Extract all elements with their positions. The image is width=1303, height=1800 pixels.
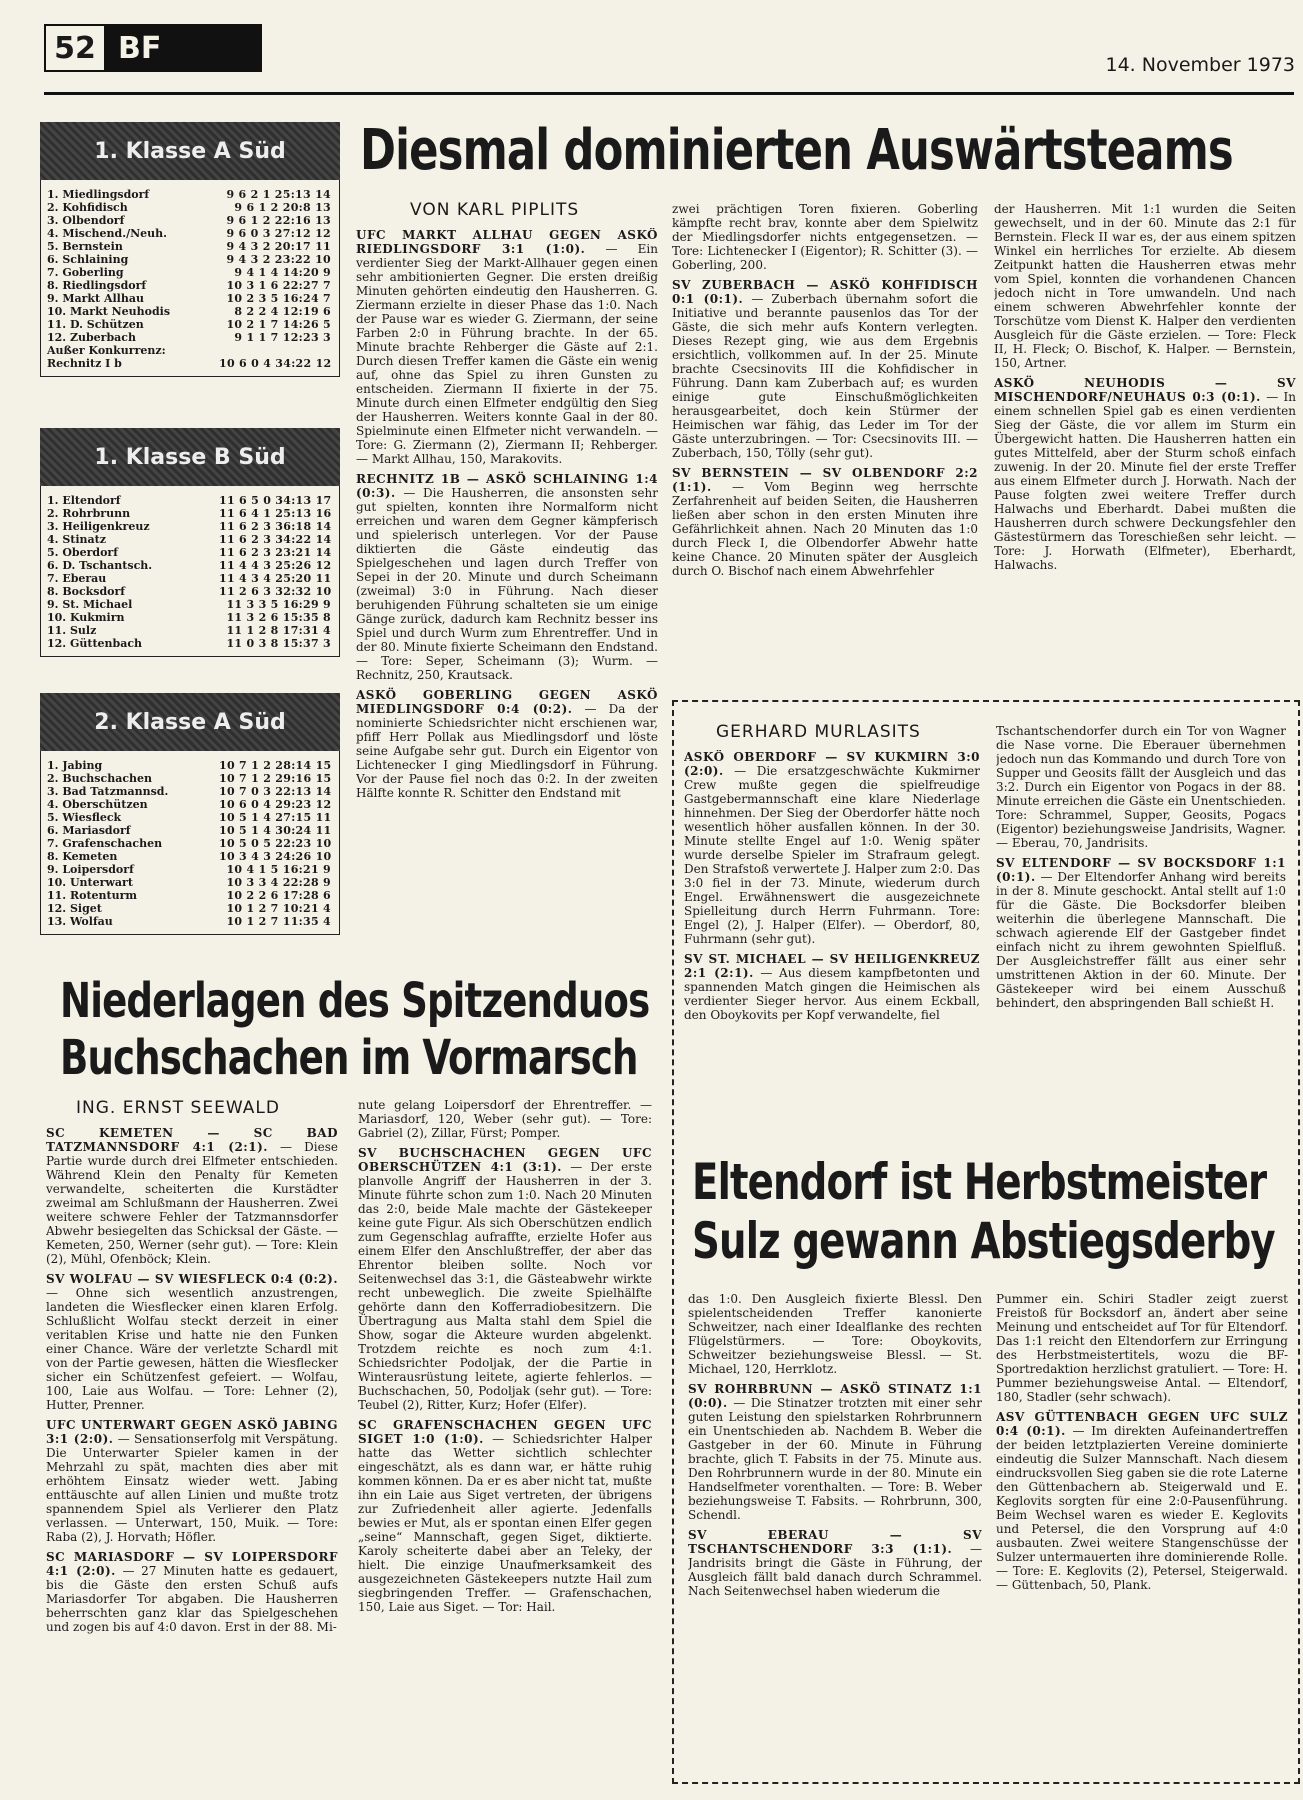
team-name: 3. Heiligenkreuz	[47, 520, 150, 533]
article-paragraph: Pummer ein. Schiri Stadler zeigt zuerst Freistoß für Bocksdorf an, ändert aber seine Meinung und entscheidet auf Tor für Eltendorf. Das 1:1 reicht den Eltendorfern zur Erringung des Herbstmeistertitels, wozu die BF-Sportredaktion herzlichst gratuliert. — Tore: H. Pummer beziehungsweise Antal. — Eltendorf, 180, Stadler (sehr schwach).	[996, 1292, 1288, 1404]
team-stats: 11 2 6 3 32:32 10	[219, 585, 332, 598]
table-row	[41, 279, 339, 292]
team-name: 9. St. Michael	[47, 598, 133, 611]
table-row	[41, 759, 339, 772]
article-paragraph: UFC MARKT ALLHAU GEGEN ASKÖ RIEDLINGSDORF 3:1 (1:0). — Ein verdienter Sieg der Markt-Allhauer gegen einen sehr ambitionierten Gegner. Die ersten dreißig Minuten gehörten eindeutig den Hausherren. G. Ziermann erzielte in dieser Phase das 1:0. Nach der Pause war es wieder G. Ziermann, der seine Farben 2:0 in Führung brachte. In der 65. Minute brachte Rehberger die Gäste auf 2:1. Durch diesen Treffer kamen die Gäste ein wenig auf, ohne das Spiel zu ihren Gunsten zu entscheiden. Ziermann II fixierte in der 75. Minute durch einen Elfmeter endgültig den Sieg der Hausherren. Weiters konnte Gaal in der 80. Spielminute einen Elfmeter nicht verwandeln. — Tore: G. Ziermann (2), Ziermann II; Rehberger. — Markt Allhau, 150, Marakovits.	[356, 228, 658, 466]
team-name: 6. Schlaining	[47, 253, 129, 266]
standings-table-2	[40, 428, 340, 657]
table-row	[41, 331, 339, 344]
table-row	[41, 227, 339, 240]
team-name: 9. Loipersdorf	[47, 863, 134, 876]
team-stats: 9 6 1 2 20:8 13	[234, 201, 331, 214]
article-paragraph: UFC UNTERWART GEGEN ASKÖ JABING 3:1 (2:0). — Sensationserfolg mit Verspätung. Die Unterwarter Spieler kamen in der Mehrzahl zu spät, machten dies aber mit erhöhtem Einsatz wieder wett. Jabing enttäuschte auf allen Linien und mußte trotz spannendem Spiel als Verlierer den Platz verlassen. — Unterwart, 150, Muik. — Tore: Raba (2), J. Horvath; Höfler.	[46, 1418, 338, 1544]
table-row	[41, 266, 339, 279]
article-paragraph: SC MARIASDORF — SV LOIPERSDORF 4:1 (2:0). — 27 Minuten hatte es gedauert, bis die Gäste den ersten Schuß aufs Mariasdorfer Tor abgaben. Die Hausherren beherrschten ganz klar das Spielgeschehen und zogen bis auf 4:0 davon. Erst in der 88. Mi-	[46, 1550, 338, 1634]
table-row	[41, 507, 339, 520]
headline-eltendorf: Eltendorf ist Herbstmeister	[692, 1153, 1267, 1211]
article-paragraph: SV ELTENDORF — SV BOCKSDORF 1:1 (0:1). — Der Eltendorfer Anhang wird bereits in der 8. Minute geschockt. Antal stellt auf 1:0 für die Gäste. Die Bocksdorfer bleiben weiterhin die überlegene Mannschaft. Die schwach agierende Elf der Gastgeber findet einfach nicht zu ihrem gewohnten Spielfluß. Der Ausgleichstreffer fällt aus einer sehr umstrittenen Aktion in der 60. Minute. Der Gästekeeper wird bei einem Ausschuß behindert, den abspringenden Ball schießt H.	[996, 856, 1286, 1010]
article-column	[46, 1126, 338, 1776]
team-stats	[219, 344, 339, 357]
table-row	[41, 837, 339, 850]
team-name: 1. Miedlingsdorf	[47, 188, 150, 201]
table-row	[41, 357, 339, 370]
team-name: 8. Riedlingsdorf	[47, 279, 147, 292]
article-paragraph: zwei prächtigen Toren fixieren. Goberling kämpfte recht brav, konnte aber dem Spielwitz der Miedlingsdorfer nichts entgegensetzen. — Tore: Lichtenecker I (Eigentor); R. Schitter (3). — Goberling, 200.	[672, 202, 978, 272]
article-paragraph: SV WOLFAU — SV WIESFLECK 0:4 (0:2). — Ohne sich wesentlich anzustrengen, landeten die Wiesflecker einen klaren Erfolg. Schlußlicht Wolfau steckt derzeit in einer veritablen Krise und hatte nie den Funken einer Chance. Wäre der verletzte Schardl mit von der Partie gewesen, hätten die Wiesflecker sicher ein Schützenfest gefeiert. — Wolfau, 100, Laie aus Wolfau. — Tore: Lehner (2), Hutter, Prenner.	[46, 1272, 338, 1412]
team-stats: 9 4 3 2 23:22 10	[226, 253, 331, 266]
article-column	[994, 202, 1296, 670]
article-column	[996, 1292, 1288, 1768]
article-paragraph: das 1:0. Den Ausgleich fixierte Blessl. Den spielentscheidenden Treffer kanonierte Schweitzer, nach einer Idealflanke des rechten Flügelstürmers. — Tore: Oboykovits, Schweitzer beziehungsweise Blessl. — St. Michael, 120, Herrklotz.	[688, 1292, 982, 1376]
team-name: 12. Zuberbach	[47, 331, 136, 344]
team-stats: 10 7 1 2 28:14 15	[219, 759, 332, 772]
table-row	[41, 572, 339, 585]
team-stats: 10 2 3 5 16:24 7	[226, 292, 331, 305]
table-row	[41, 546, 339, 559]
team-stats: 11 6 2 3 34:22 14	[219, 533, 332, 546]
team-stats: 10 6 0 4 34:22 12	[219, 357, 332, 370]
team-stats: 11 3 2 6 15:35 8	[226, 611, 331, 624]
team-stats: 10 3 1 6 22:27 7	[226, 279, 331, 292]
table-body	[40, 180, 340, 377]
article-paragraph: ASKÖ GOBERLING GEGEN ASKÖ MIEDLINGSDORF 0:4 (0:2). — Da der nominierte Schiedsrichter nicht erschienen war, pfiff Herr Pollak aus Miedlingsdorf und löste seine Aufgabe sehr gut. Durch ein Eigentor von Lichtenecker I ging Miedlingsdorf in Führung. Vor der Pause fiel noch das 0:2. In der zweiten Hälfte konnte R. Schitter den Endstand mit	[356, 688, 658, 800]
team-name: 7. Eberau	[47, 572, 107, 585]
team-stats: 11 6 5 0 34:13 17	[219, 494, 332, 507]
team-name: 2. Buchschachen	[47, 772, 153, 785]
byline-piplits: VON KARL PIPLITS	[410, 200, 580, 220]
table-row	[41, 863, 339, 876]
table-row	[41, 611, 339, 624]
team-stats: 9 4 3 2 20:17 11	[226, 240, 331, 253]
team-name: 2. Rohrbrunn	[47, 507, 131, 520]
table-row	[41, 214, 339, 227]
team-stats: 11 3 3 5 16:29 9	[226, 598, 331, 611]
article-paragraph: RECHNITZ 1B — ASKÖ SCHLAINING 1:4 (0:3). — Die Hausherren, die ansonsten sehr gut spielten, konnten ihre Normalform nicht erreichen und waren dem Gegner kämpferisch und spielerisch unterlegen. Vor der Pause diktierten die Gäste eindeutig das Spielgeschehen und lagen durch Treffer von Sepei in der 20. Minute und durch Scheimann (zweimal) 3:0 in Führung. Nach dieser beruhigenden Führung schalteten sie um einige Gänge zurück, dadurch kam Rechnitz besser ins Spiel und durch Wurm zum Ehrentreffer. Und in der 80. Minute fixierte Scheimann den Endstand. — Tore: Seper, Scheimann (3); Wurm. — Rechnitz, 250, Krautsack.	[356, 472, 658, 682]
team-name: 4. Mischend./Neuh.	[47, 227, 167, 240]
headline-sulz: Sulz gewann Abstiegsderby	[692, 1212, 1275, 1270]
team-name: 12. Güttenbach	[47, 637, 143, 650]
standings-table-1	[40, 122, 340, 377]
team-stats: 9 6 1 2 22:16 13	[226, 214, 331, 227]
table-row	[41, 637, 339, 650]
table-row	[41, 902, 339, 915]
team-stats: 9 4 1 4 14:20 9	[234, 266, 331, 279]
team-stats: 10 5 1 4 27:15 11	[219, 811, 332, 824]
team-stats: 11 6 2 3 23:21 14	[219, 546, 332, 559]
team-name: 3. Olbendorf	[47, 214, 125, 227]
team-name: Rechnitz I b	[47, 357, 122, 370]
page-number: 52	[44, 24, 106, 72]
team-stats: 8 2 2 4 12:19 6	[234, 305, 331, 318]
team-name: 6. Mariasdorf	[47, 824, 131, 837]
table-row	[41, 533, 339, 546]
table-row	[41, 292, 339, 305]
team-name: 11. Sulz	[47, 624, 97, 637]
table-row	[41, 188, 339, 201]
team-stats: 10 1 2 7 10:21 4	[226, 902, 331, 915]
article-paragraph: SV BUCHSCHACHEN GEGEN UFC OBERSCHÜTZEN 4:1 (3:1). — Der erste planvolle Angriff der Hausherren in der 3. Minute führte schon zum 1:0. Nach 20 Minuten das 2:0, beide Male machte der Gästekeeper keine gute Figur. Als sich Oberschützen endlich zum Gegenschlag aufraffte, erzielte Hofer aus einem Elfer den Anschlußtreffer, der aber das Ehrentor bleiben sollte. Noch vor Seitenwechsel das 3:1, die Gästeabwehr wirkte recht unbeweglich. Die zweite Spielhälfte gehörte dann den Kofferradiobesitzern. Die Übertragung aus Malta stahl dem Spiel die Show, sogar die Akteure wurden abgelenkt. Trotzdem reichte es noch zum 4:1. Schiedsrichter Podoljak, der die Partie in Winterausrüstung leitete, agierte fehlerlos. — Buchschachen, 50, Podoljak (sehr gut). — Tore: Teubel (2), Ritter, Kurz; Hofer (Elfer).	[358, 1146, 652, 1412]
article-paragraph: SV ZUBERBACH — ASKÖ KOHFIDISCH 0:1 (0:1). — Zuberbach übernahm sofort die Initiative und berannte pausenlos das Tor der Gäste, die sich mehr aufs Kontern verlegten. Dieses Rezept ging, wie aus dem Ergebnis ersichtlich, vollkommen auf. In der 25. Minute brachte Csecsinovits III die Kohfidischer in Führung. Dann kam Zuberbach auf; es wurden einige gute Einschußmöglichkeiten herausgearbeitet, doch kein Stürmer der Heimischen war fähig, das Leder im Tor der Gäste unterzubringen. — Tor: Csecsinovits III. — Zuberbach, 150, Tölly (sehr gut).	[672, 278, 978, 460]
team-name: 1. Eltendorf	[47, 494, 121, 507]
team-name: 7. Goberling	[47, 266, 124, 279]
team-stats: 10 2 1 7 14:26 5	[226, 318, 331, 331]
article-column	[688, 1292, 982, 1768]
issue-date: 14. November 1973	[1105, 54, 1295, 76]
table-row	[41, 850, 339, 863]
team-stats: 10 7 1 2 29:16 15	[219, 772, 332, 785]
table-row	[41, 201, 339, 214]
table-row	[41, 253, 339, 266]
team-name: 11. Rotenturm	[47, 889, 138, 902]
article-column	[684, 750, 980, 1145]
team-stats: 11 4 3 4 25:20 11	[219, 572, 332, 585]
article-paragraph: ASKÖ NEUHODIS — SV MISCHENDORF/NEUHAUS 0:3 (0:1). — In einem schnellen Spiel gab es einen verdienten Sieg der Gäste, die vor allem im Sturm ein Übergewicht hatten. Die Hausherren hatten ein gutes Mittelfeld, aber der Sturm schoß einfach zuwenig. In der 20. Minute fiel der erste Treffer aus einem Elfmeter durch J. Horwath. Nach der Pause folgten zwei weitere Treffer durch Halwachs und Eberhardt. Dabei mußten die Hausherren durch schwere Deckungsfehler den Gästestürmern das Toreschießen sehr leicht. — Tore: J. Horwath (Elfmeter), Eberhardt, Halwachs.	[994, 376, 1296, 572]
team-stats: 11 1 2 8 17:31 4	[226, 624, 331, 637]
table-title: 2. Klasse A Süd	[40, 693, 340, 751]
team-name: Außer Konkurrenz:	[47, 344, 166, 357]
team-stats: 10 5 0 5 22:23 10	[219, 837, 332, 850]
table-row	[41, 494, 339, 507]
header-rule	[44, 92, 1294, 95]
article-column	[672, 202, 978, 670]
table-title: 1. Klasse B Süd	[40, 428, 340, 486]
table-row	[41, 598, 339, 611]
article-paragraph: ASKÖ OBERDORF — SV KUKMIRN 3:0 (2:0). — Die ersatzgeschwächte Kukmirner Crew mußte gegen die spielfreudige Gastgebermannschaft eine klare Niederlage hinnehmen. Der Sieg der Oberdorfer hätte noch wesentlich höher ausfallen können. In der 30. Minute stellte Engel auf 1:0. Wenig später wurde derselbe Spieler im Strafraum gelegt. Den Strafstoß verwertete J. Halper zum 2:0. Das 3:0 fiel in der 73. Minute, wiederum durch Engel. Erwähnenswert die ausgezeichnete Spielleitung durch Herrn Fuhrmann. Tore: Engel (2), J. Halper (Elfer). — Oberdorf, 80, Fuhrmann (sehr gut).	[684, 750, 980, 946]
table-row	[41, 585, 339, 598]
team-name: 5. Bernstein	[47, 240, 123, 253]
table-row	[41, 876, 339, 889]
team-name: 5. Wiesfleck	[47, 811, 122, 824]
team-name: 6. D. Tschantsch.	[47, 559, 153, 572]
table-row	[41, 798, 339, 811]
team-stats: 10 7 0 3 22:13 14	[219, 785, 332, 798]
team-name: 11. D. Schützen	[47, 318, 144, 331]
team-name: 1. Jabing	[47, 759, 103, 772]
team-stats: 10 2 2 6 17:28 6	[226, 889, 331, 902]
team-name: 8. Kemeten	[47, 850, 118, 863]
team-name: 2. Kohfidisch	[47, 201, 128, 214]
team-name: 10. Kukmirn	[47, 611, 125, 624]
main-headline: Diesmal dominierten Auswärtsteams	[360, 118, 1233, 183]
article-paragraph: nute gelang Loipersdorf der Ehrentreffer. — Mariasdorf, 120, Weber (sehr gut). — Tore: Gabriel (2), Zillar, Fürst; Pomper.	[358, 1098, 652, 1140]
table-row	[41, 915, 339, 928]
team-stats: 9 6 0 3 27:12 12	[226, 227, 331, 240]
byline-murlasits: GERHARD MURLASITS	[716, 722, 921, 742]
team-stats: 10 3 4 3 24:26 10	[219, 850, 332, 863]
team-stats: 10 6 0 4 29:23 12	[219, 798, 332, 811]
article-paragraph: SV ST. MICHAEL — SV HEILIGENKREUZ 2:1 (2:1). — Aus diesem kampfbetonten und spannenden Match gingen die Heimischen als verdienter Sieger hervor. Aus einem Eckball, den Oboykovits per Kopf verwandelte, fiel	[684, 952, 980, 1022]
team-name: 13. Wolfau	[47, 915, 113, 928]
team-stats: 10 3 3 4 22:28 9	[226, 876, 331, 889]
byline-seewald: ING. ERNST SEEWALD	[76, 1098, 280, 1118]
section-label: BF	[106, 24, 262, 72]
table-row	[41, 624, 339, 637]
headline-buchschachen: Buchschachen im Vormarsch	[60, 1030, 638, 1086]
table-row	[41, 772, 339, 785]
table-title: 1. Klasse A Süd	[40, 122, 340, 180]
team-name: 10. Unterwart	[47, 876, 133, 889]
team-stats: 11 4 4 3 25:26 12	[219, 559, 332, 572]
team-name: 4. Stinatz	[47, 533, 106, 546]
article-paragraph: SV EBERAU — SV TSCHANTSCHENDORF 3:3 (1:1). — Jandrisits bringt die Gäste in Führung, der Ausgleich fällt bald danach durch Schrammel. Nach Seitenwechsel haben wiederum die	[688, 1528, 982, 1598]
article-paragraph: SV ROHRBRUNN — ASKÖ STINATZ 1:1 (0:0). — Die Stinatzer trotzten mit einer sehr guten Leistung den spielstarken Rohrbrunnern ein Unentschieden ab. Nachdem B. Weber die Gastgeber in der 60. Minute in Führung brachte, glich T. Fabsits in der 75. Minute aus. Den Rohrbrunnern wurde in der 80. Minute ein Handselfmeter vorenthalten. — Tore: B. Weber beziehungsweise T. Fabsits. — Rohrbrunn, 300, Schendl.	[688, 1382, 982, 1522]
team-name: 4. Oberschützen	[47, 798, 148, 811]
team-name: 12. Siget	[47, 902, 102, 915]
team-name: 5. Oberdorf	[47, 546, 118, 559]
team-stats: 10 4 1 5 16:21 9	[226, 863, 331, 876]
table-row	[41, 520, 339, 533]
article-column	[356, 228, 658, 963]
table-row	[41, 305, 339, 318]
team-stats: 11 6 2 3 36:18 14	[219, 520, 332, 533]
team-stats: 9 6 2 1 25:13 14	[226, 188, 331, 201]
team-stats: 10 1 2 7 11:35 4	[226, 915, 331, 928]
team-name: 3. Bad Tatzmannsd.	[47, 785, 169, 798]
team-name: 9. Markt Allhau	[47, 292, 144, 305]
team-stats: 10 5 1 4 30:24 11	[219, 824, 332, 837]
table-row	[41, 318, 339, 331]
table-body	[40, 486, 340, 657]
team-stats: 11 6 4 1 25:13 16	[219, 507, 332, 520]
table-row	[41, 785, 339, 798]
article-paragraph: der Hausherren. Mit 1:1 wurden die Seiten gewechselt, und in der 60. Minute das 2:1 für Bernstein. Fleck II war es, der aus einem spitzen Winkel ein herrliches Tor erzielte. Ab diesem Zeitpunkt hatten die Hausherren etwas mehr vom Spiel, konnten die vorhandenen Chancen jedoch nicht in Tore umwandeln. Und nach einem schweren Abwehrfehler konnte der Torschütze vom Dienst K. Halper den verdienten Ausgleich für die Gäste erzielen. — Tore: Fleck II, H. Fleck; O. Bischof, K. Halper. — Bernstein, 150, Artner.	[994, 202, 1296, 370]
article-paragraph: SV BERNSTEIN — SV OLBENDORF 2:2 (1:1). — Vom Beginn weg herrschte Zerfahrenheit auf beiden Seiten, die Hausherren ließen aber schon in den ersten Minuten ihre Gefährlichkeit ahnen. Nach 20 Minuten das 1:0 durch Fleck I, die Olbendorfer Abwehr hatte keine Chance. 20 Minuten später der Ausgleich durch O. Bischof nach einem Abwehrfehler	[672, 466, 978, 578]
article-paragraph: SC GRAFENSCHACHEN GEGEN UFC SIGET 1:0 (1:0). — Schiedsrichter Halper hatte das Wetter sichtlich schlechter eingeschätzt, als es dann war, er hätte ruhig kommen können. Da er es aber nicht tat, mußte ihn ein Laie aus Siget vertreten, der übrigens zur Zufriedenheit aller agierte. Jedenfalls bewies er Mut, als er spontan einen Elfer gegen „seine“ Mannschaft, gegen Siget, diktierte. Karoly scheiterte dabei aber an Teleky, der hielt. Die einzige Unaufmerksamkeit des ausgezeichneten Gästekeepers nutzte Hail zum siegbringenden Treffer. — Grafenschachen, 150, Laie aus Siget. — Tor: Hail.	[358, 1418, 652, 1614]
article-column	[358, 1098, 652, 1778]
table-row	[41, 240, 339, 253]
article-paragraph: SC KEMETEN — SC BAD TATZMANNSDORF 4:1 (2:1). — Diese Partie wurde durch drei Elfmeter entschieden. Während Klein den Penalty für Kemeten verwandelte, scheiterten die Kurstädter zweimal am Schlußmann der Hausherren. Zwei weitere schwere Fehler der Tatzmannsdorfer Abwehr besiegelten das Schicksal der Gäste. — Kemeten, 250, Werner (sehr gut). — Tore: Klein (2), Mühl, Ofenböck; Klein.	[46, 1126, 338, 1266]
page-number-block	[44, 24, 262, 72]
team-name: 7. Grafenschachen	[47, 837, 163, 850]
team-name: 10. Markt Neuhodis	[47, 305, 171, 318]
headline-spitzenduo: Niederlagen des Spitzenduos	[60, 973, 650, 1029]
article-paragraph: Tschantschendorfer durch ein Tor von Wagner die Nase vorne. Die Eberauer übernehmen jedoch nun das Kommando und durch Tore von Supper und Geosits fällt der Ausgleich und das 3:2. Durch ein Eigentor von Pogacs in der 88. Minute erreichen die Gäste ein Unentschieden. Tore: Schrammel, Supper, Geosits, Pogacs (Eigentor) beziehungsweise Jandrisits, Wagner. — Eberau, 70, Jandrisits.	[996, 724, 1286, 850]
team-stats: 11 0 3 8 15:37 3	[226, 637, 331, 650]
table-row	[41, 559, 339, 572]
article-paragraph: ASV GÜTTENBACH GEGEN UFC SULZ 0:4 (0:1). — Im direkten Aufeinandertreffen der beiden letztplazierten Vereine dominierte eindeutig die Sulzer Mannschaft. Nach diesem eindrucksvollen Sieg gaben sie die rote Laterne den Güttenbachern ab. Steigerwald und E. Keglovits sorgten für eine 2:0-Pausenführung. Beim Wechsel waren es wieder E. Keglovits und Petersel, die den Vorsprung auf 4:0 ausbauten. Zwei weitere Stangenschüsse der Sulzer untermauerten ihre dominierende Rolle. — Tore: E. Keglovits (2), Petersel, Steigerwald. — Güttenbach, 50, Plank.	[996, 1410, 1288, 1592]
team-stats: 9 1 1 7 12:23 3	[234, 331, 331, 344]
team-name: 8. Bocksdorf	[47, 585, 126, 598]
article-column	[996, 724, 1286, 1145]
table-row	[41, 344, 339, 357]
standings-table-3	[40, 693, 340, 935]
table-row	[41, 811, 339, 824]
table-row	[41, 824, 339, 837]
table-row	[41, 889, 339, 902]
table-body	[40, 751, 340, 935]
